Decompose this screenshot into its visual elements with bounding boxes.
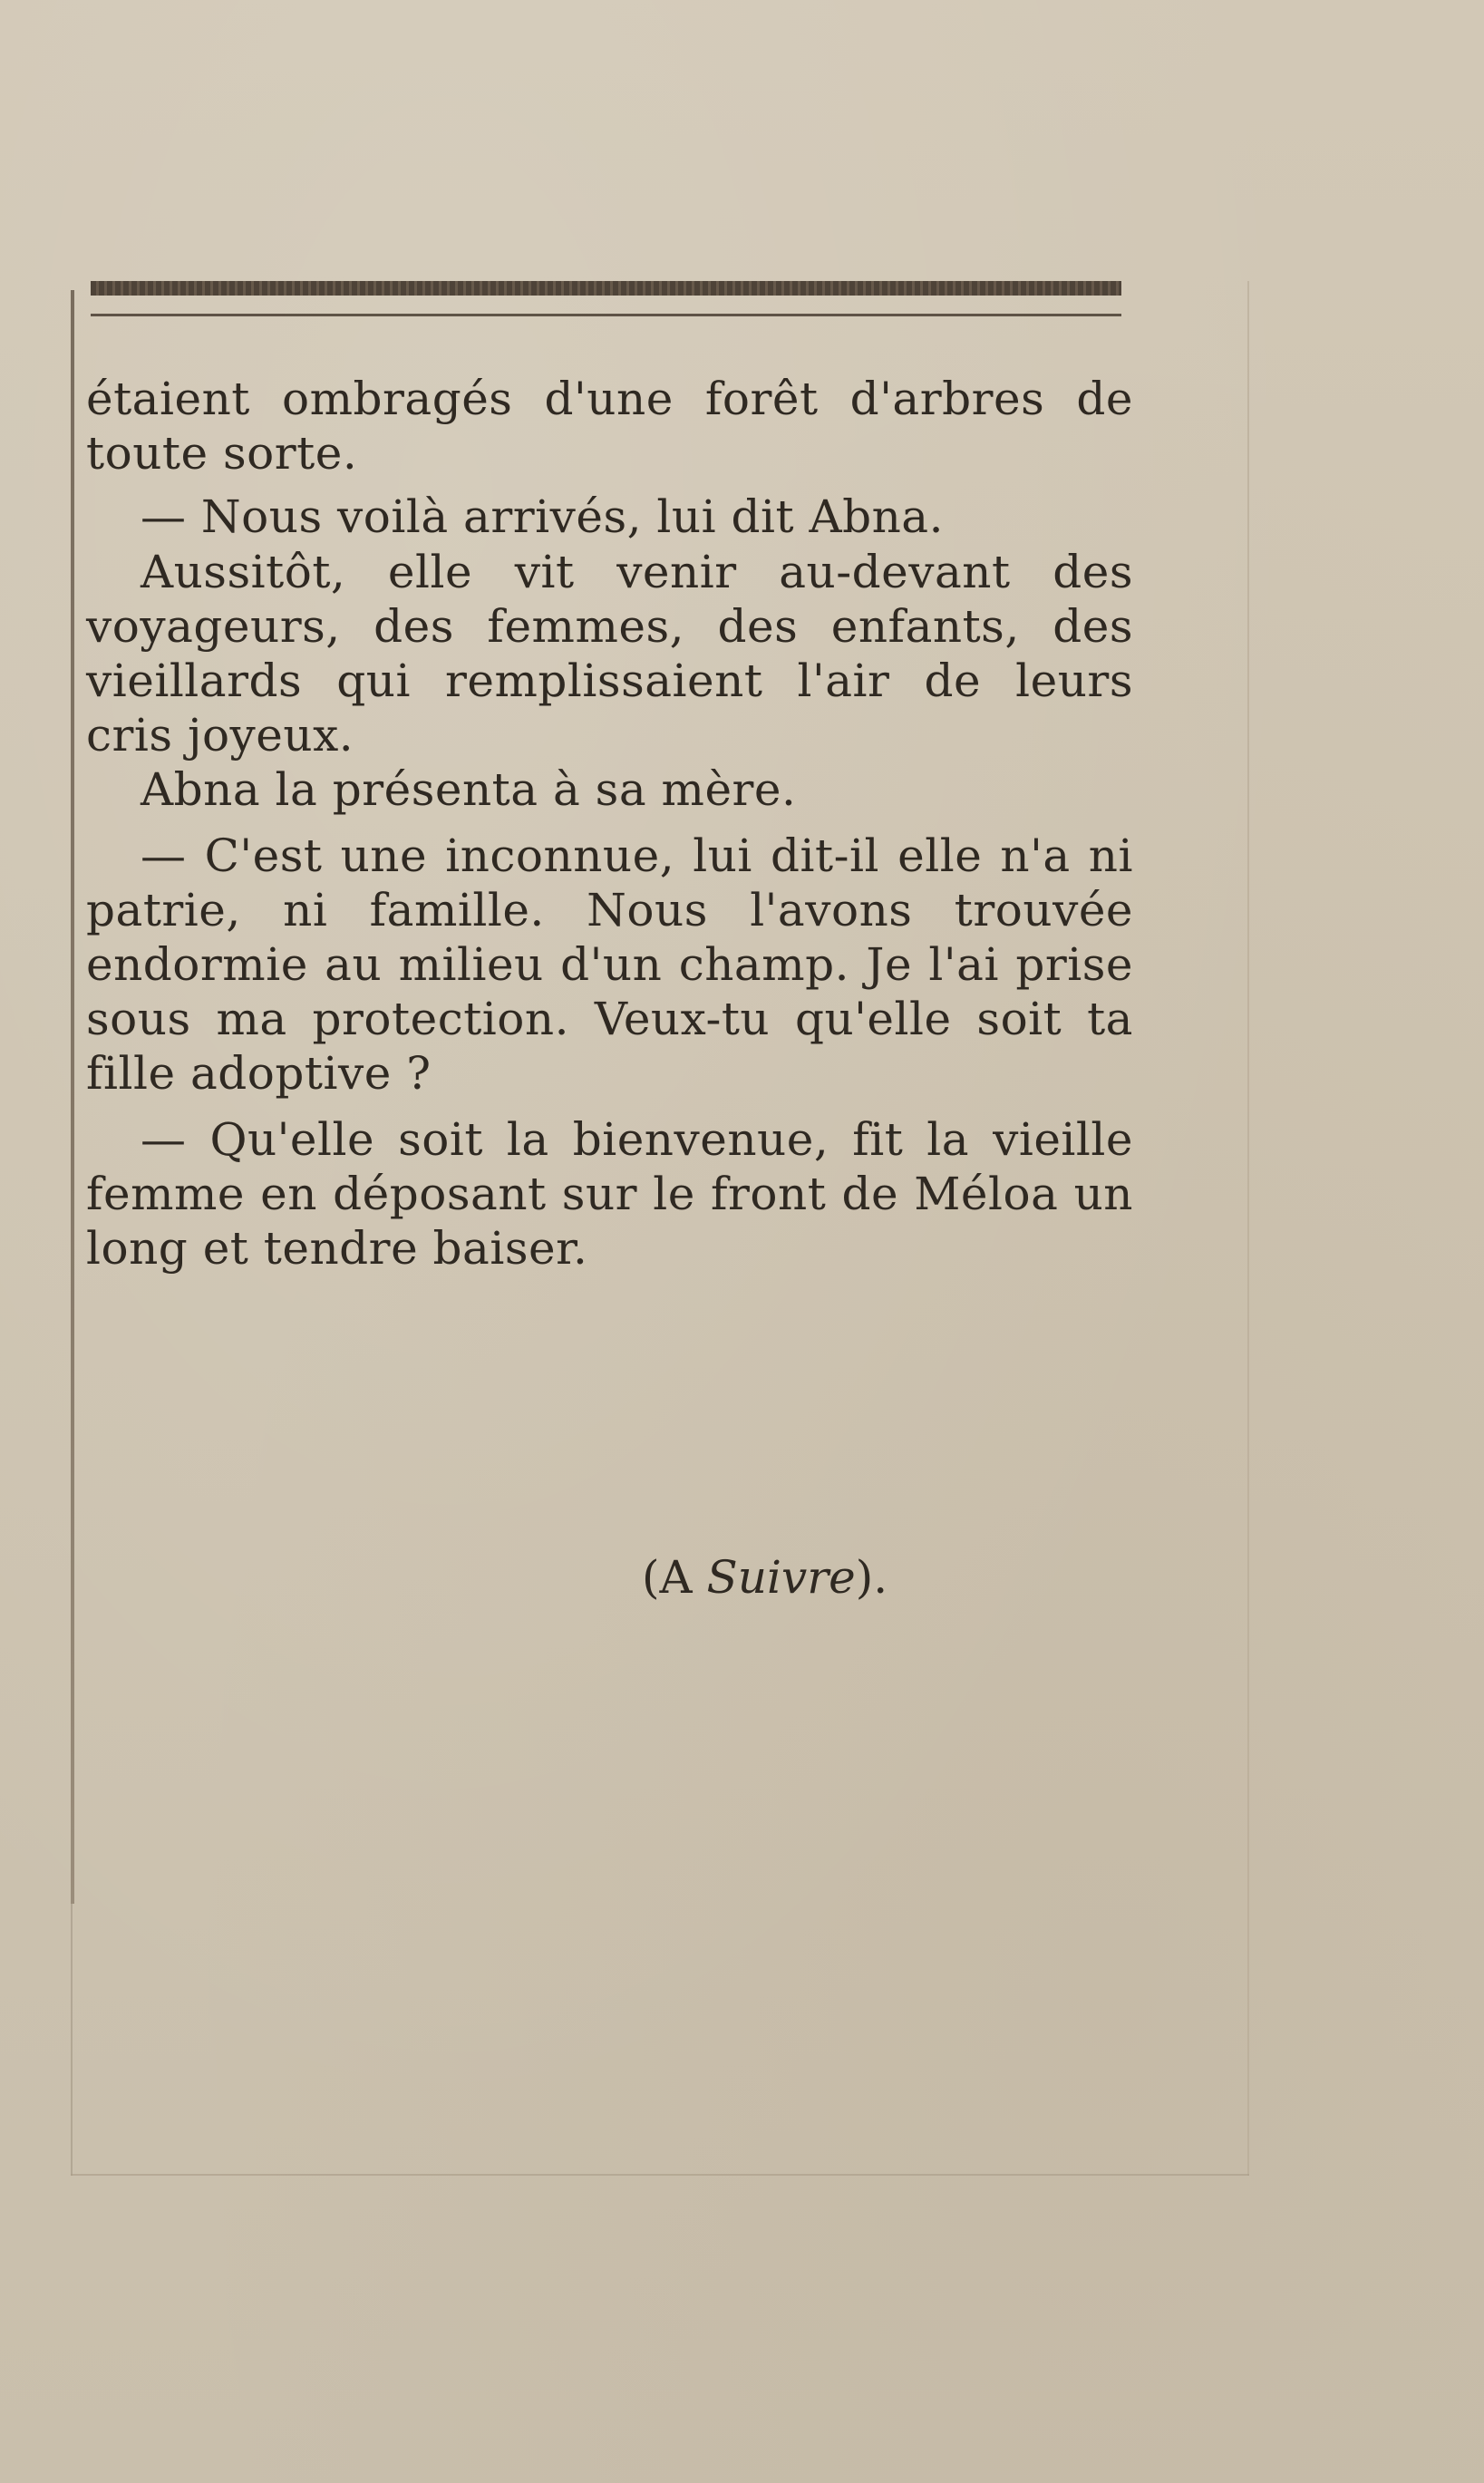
- continuation-word: Suivre: [706, 1551, 856, 1604]
- paragraph-5: — C'est une inconnue, lui dit-il elle n'a ni patrie, ni famille. Nous l'avons trouvée endormie au milieu d'un champ. Je l'ai prise sous ma protection. Veux-tu qu'elle soit ta fille adoptive ?: [86, 829, 1133, 1101]
- continuation-open: (A: [642, 1551, 693, 1604]
- paragraph-1: étaient ombragés d'une forêt d'arbres de toute sorte.: [86, 373, 1133, 480]
- column-left-border-lower: [71, 1904, 73, 2176]
- paragraph-4: Abna la présenta à sa mère.: [141, 763, 797, 817]
- top-ornamental-rule: [91, 281, 1121, 296]
- paragraph-2: — Nous voilà arrivés, lui dit Abna.: [141, 490, 945, 544]
- paragraph-3: Aussitôt, elle vit venir au-devant des voyageurs, des femmes, des enfants, des vieillards qui remplissaient l'air de leurs cris joyeux.: [86, 545, 1133, 762]
- paragraph-6: — Qu'elle soit la bienvenue, fit la vieille femme en déposant sur le front de Méloa un long et tendre baiser.: [86, 1112, 1133, 1275]
- column-bottom-border: [71, 2174, 1249, 2176]
- top-thin-rule: [91, 314, 1121, 316]
- continuation-close: ).: [855, 1551, 888, 1604]
- column-left-border: [71, 290, 74, 1904]
- story-text: [86, 372, 1133, 1275]
- text-column: [71, 281, 1249, 2176]
- continuation-note: [642, 1550, 1050, 1605]
- column-right-border: [1247, 281, 1249, 2176]
